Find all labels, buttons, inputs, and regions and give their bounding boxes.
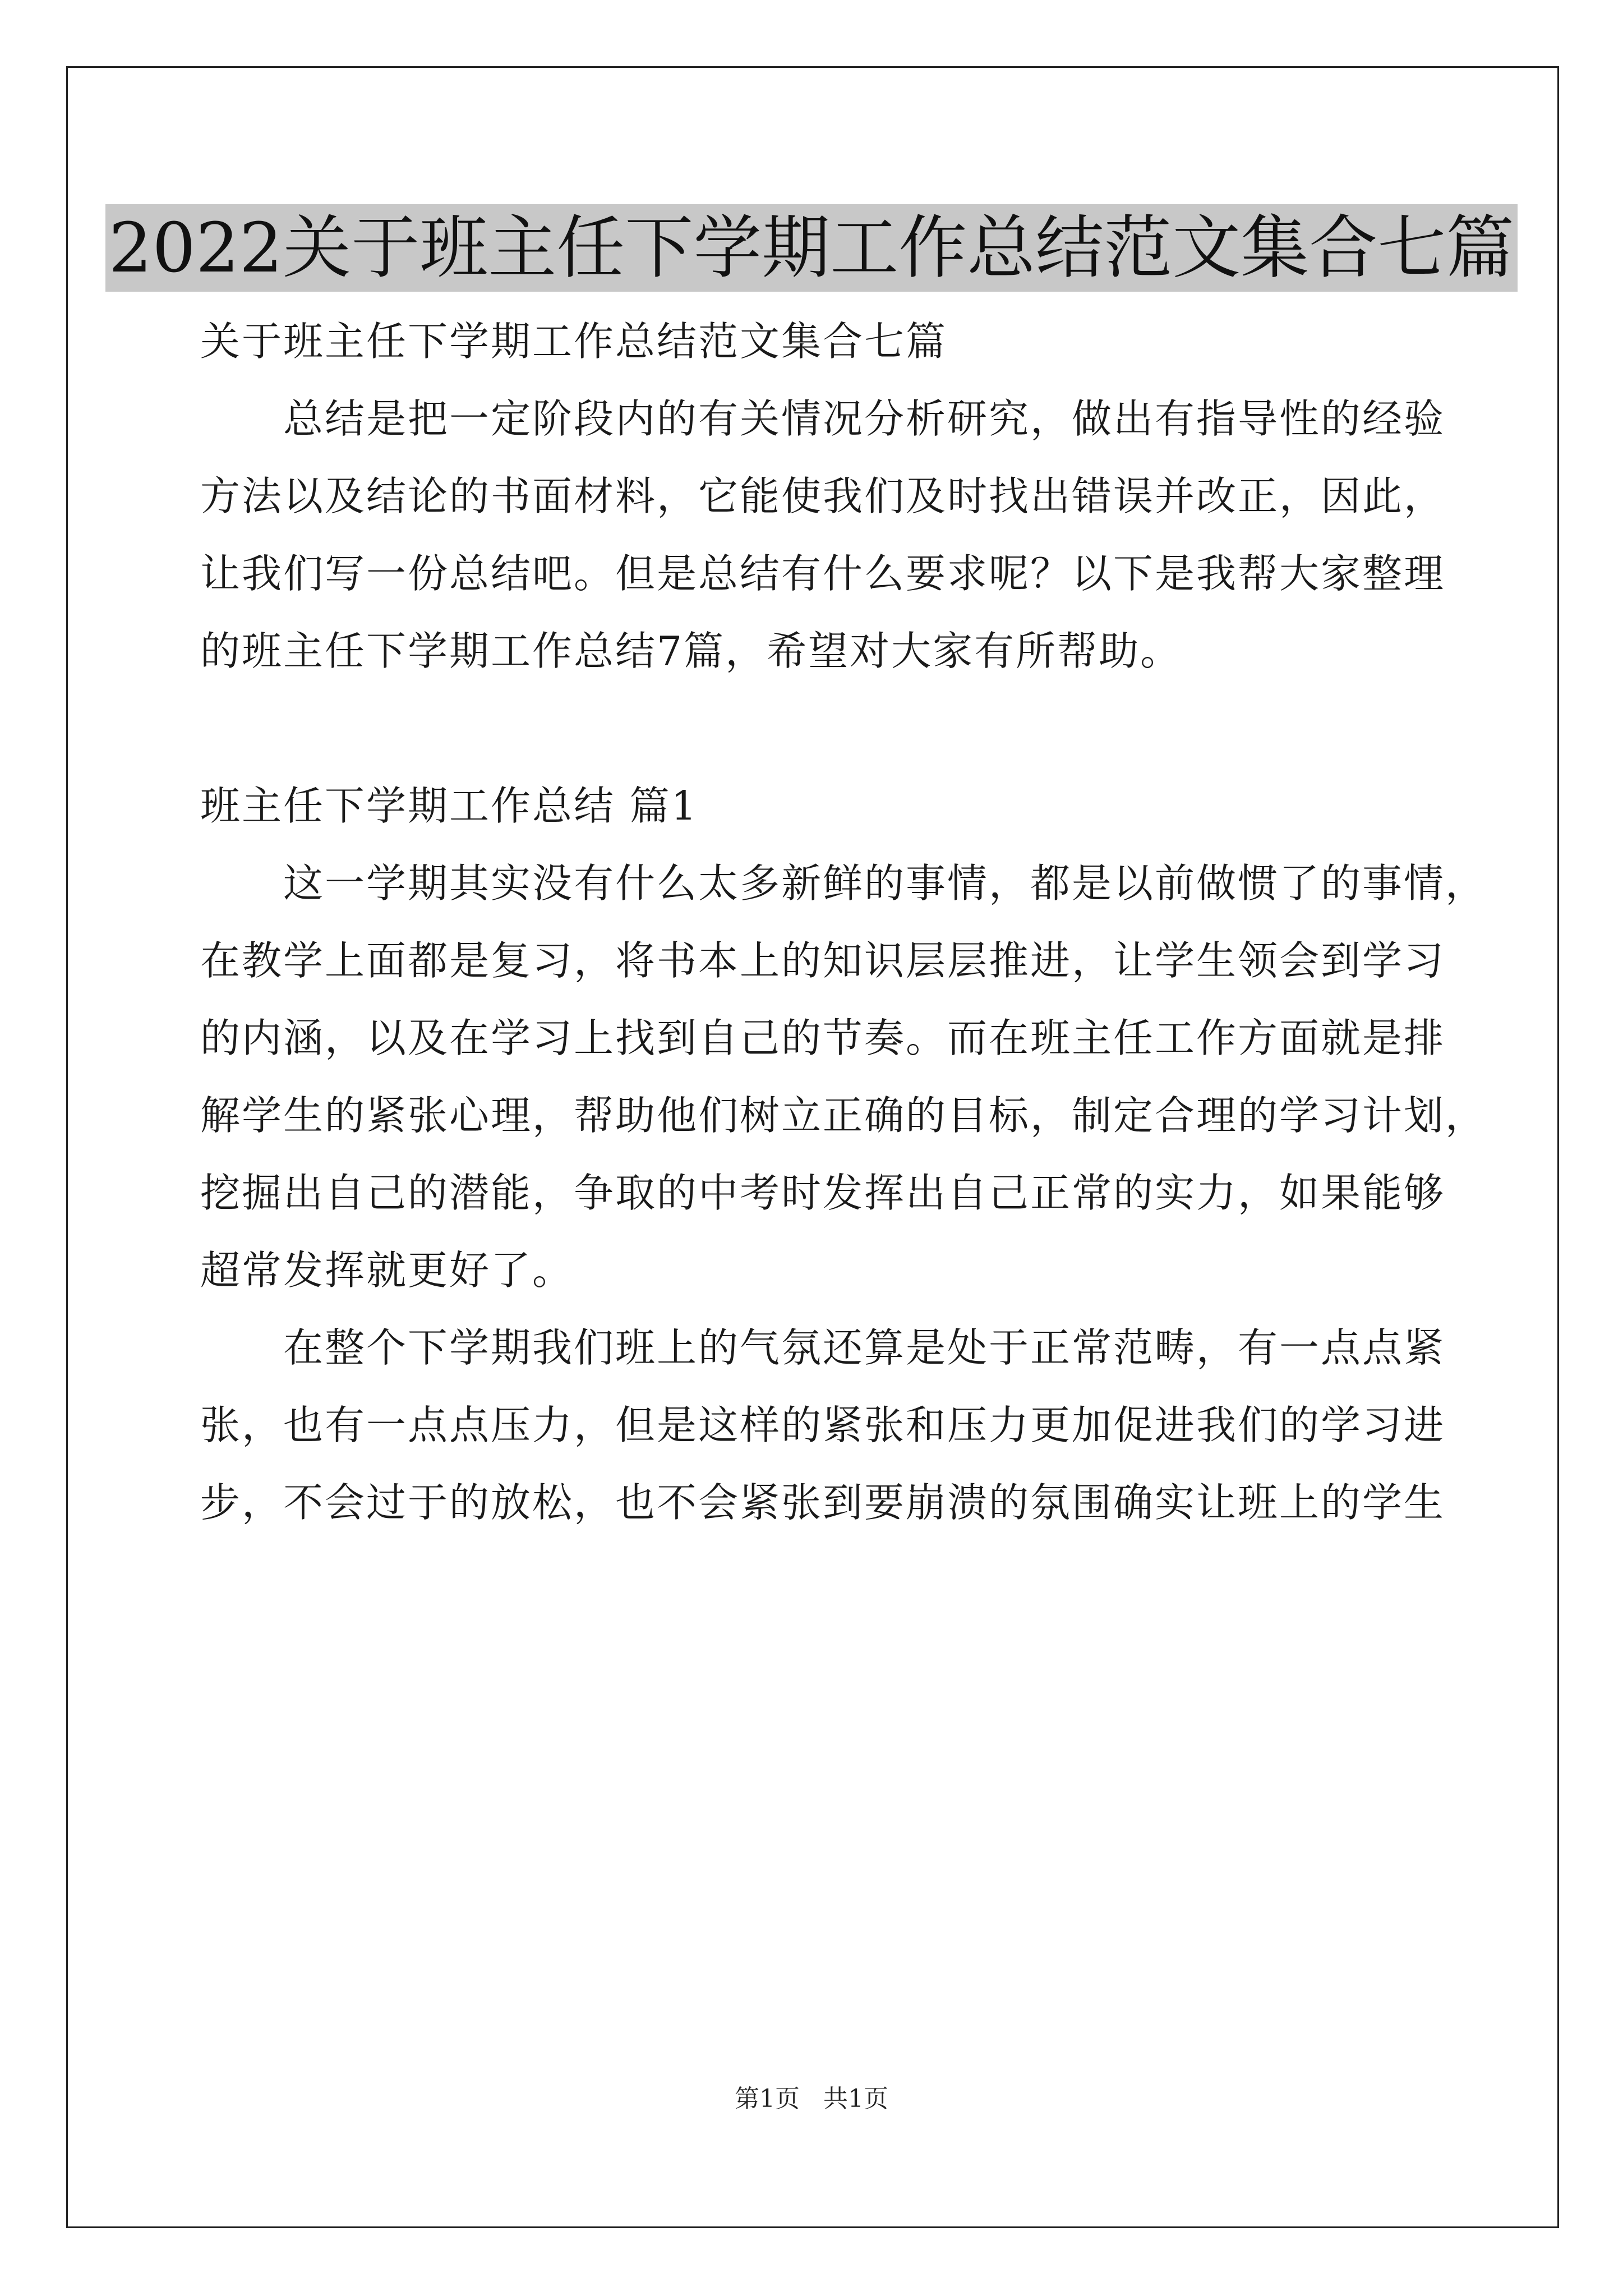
page-number: 第1页 (735, 2085, 800, 2113)
paragraph-line: 挖掘出自己的潜能，争取的中考时发挥出自己正常的实力，如果能够 (200, 1170, 1446, 1216)
page-footer (0, 2082, 1623, 2116)
paragraph-line: 解学生的紧张心理，帮助他们树立正确的目标，制定合理的学习计划， (200, 1092, 1487, 1139)
paragraph-line: 的班主任下学期工作总结7篇，希望对大家有所帮助。 (200, 628, 1182, 674)
section-heading: 班主任下学期工作总结 篇1 (200, 783, 698, 829)
paragraph-line: 在教学上面都是复习，将书本上的知识层层推进，让学生领会到学习 (200, 937, 1446, 984)
document-body (200, 303, 1487, 1542)
paragraph-line: 超常发挥就更好了。 (200, 1247, 574, 1294)
paragraph-line: 的内涵，以及在学习上找到自己的节奏。而在班主任工作方面就是排 (200, 1015, 1446, 1061)
page-total: 共1页 (823, 2085, 888, 2113)
paragraph-line: 步，不会过于的放松，也不会紧张到要崩溃的氛围确实让班上的学生 (200, 1479, 1446, 1526)
paragraph-line: 这一学期其实没有什么太多新鲜的事情，都是以前做惯了的事情， (283, 860, 1487, 907)
paragraph-line: 让我们写一份总结吧。但是总结有什么要求呢？以下是我帮大家整理 (200, 550, 1446, 597)
title-container (0, 204, 1623, 292)
paragraph-line: 总结是把一定阶段内的有关情况分析研究，做出有指导性的经验 (283, 395, 1446, 442)
document-title: 2022关于班主任下学期工作总结范文集合七篇 (105, 204, 1518, 292)
paragraph-line: 在整个下学期我们班上的气氛还算是处于正常范畴，有一点点紧 (283, 1324, 1446, 1371)
blank-line (200, 690, 1434, 767)
paragraph-line: 方法以及结论的书面材料，它能使我们及时找出错误并改正，因此， (200, 473, 1446, 519)
subtitle-line: 关于班主任下学期工作总结范文集合七篇 (200, 318, 948, 365)
paragraph-line: 张，也有一点点压力，但是这样的紧张和压力更加促进我们的学习进 (200, 1402, 1446, 1448)
